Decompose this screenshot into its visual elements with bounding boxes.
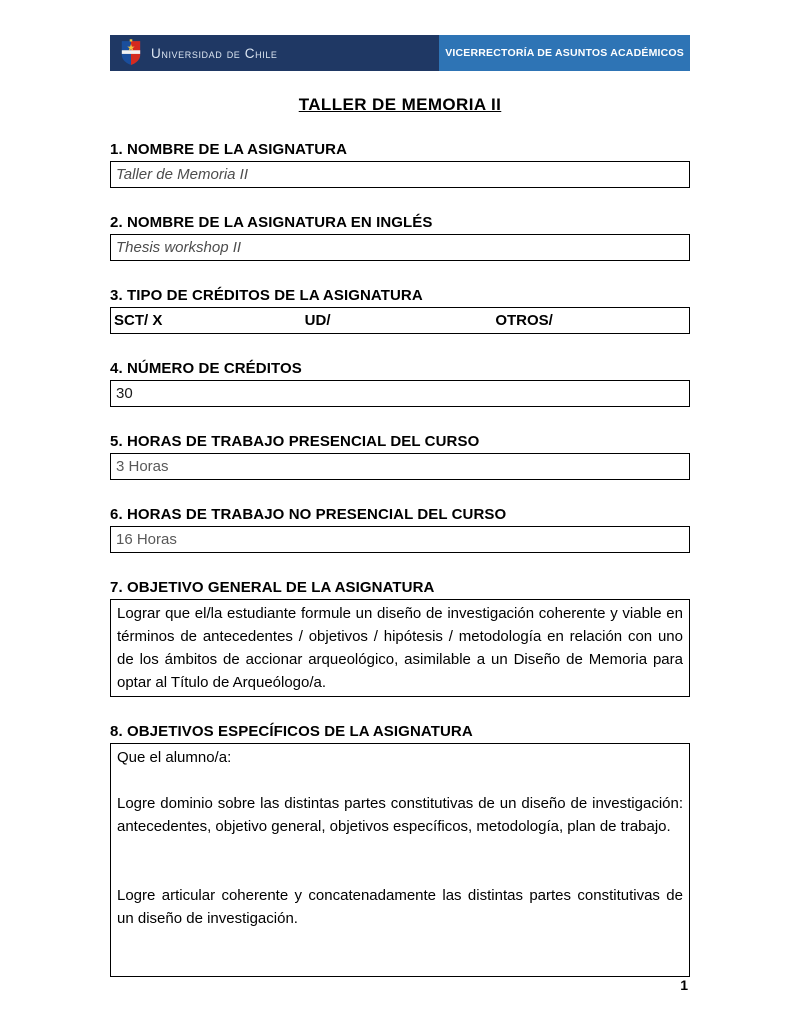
- section-1: [110, 141, 690, 188]
- credit-type-otros: OTROS/: [495, 312, 553, 329]
- section-8: [110, 723, 690, 977]
- specific-objectives-paragraph: Logre articular coherente y concatenadamente las distintas partes constitutivas de un diseño de investigación.: [117, 887, 683, 927]
- header-banner-block: [439, 35, 690, 71]
- section-8-heading: 8. OBJETIVOS ESPECÍFICOS DE LA ASIGNATURA: [110, 723, 473, 740]
- section-4: [110, 360, 690, 407]
- presential-hours-value: 3 Horas: [116, 458, 169, 475]
- section-4-value-box: [110, 380, 690, 407]
- section-7-heading: 7. OBJETIVO GENERAL DE LA ASIGNATURA: [110, 579, 435, 596]
- section-3: [110, 287, 690, 334]
- section-4-heading: 4. NÚMERO DE CRÉDITOS: [110, 360, 302, 377]
- section-6: [110, 506, 690, 553]
- section-1-value-box: [110, 161, 690, 188]
- banner-text: VICERRECTORÍA DE ASUNTOS ACADÉMICOS: [445, 47, 684, 59]
- general-objective-box: [110, 599, 690, 697]
- document-title: TALLER DE MEMORIA II: [298, 95, 502, 114]
- section-2-value-box: [110, 234, 690, 261]
- header-bar: [110, 35, 690, 71]
- section-2: [110, 214, 690, 261]
- course-name-english-value: Thesis workshop II: [116, 239, 242, 256]
- university-name: Universidad de Chile: [151, 45, 278, 61]
- non-presential-hours-value: 16 Horas: [116, 531, 177, 548]
- section-5-heading: 5. HORAS DE TRABAJO PRESENCIAL DEL CURSO: [110, 433, 480, 450]
- section-5-value-box: [110, 453, 690, 480]
- section-3-credits-row: [110, 307, 690, 334]
- section-3-heading: 3. TIPO DE CRÉDITOS DE LA ASIGNATURA: [110, 287, 423, 304]
- university-crest-icon: [120, 39, 142, 67]
- specific-objectives-paragraph: Que el alumno/a:: [117, 749, 232, 766]
- specific-objectives-box: [110, 743, 690, 977]
- page-number: 1: [680, 977, 688, 993]
- page-content: [110, 35, 690, 977]
- header-university-block: [110, 35, 439, 71]
- section-6-value-box: [110, 526, 690, 553]
- course-name-value: Taller de Memoria II: [116, 166, 248, 183]
- specific-objectives-paragraph: Logre dominio sobre las distintas partes constitutivas de un diseño de investigación: antecedentes, objetivo general, objetivos específicos, metodología, plan de trabajo.: [117, 795, 683, 835]
- section-6-heading: 6. HORAS DE TRABAJO NO PRESENCIAL DEL CURSO: [110, 506, 507, 523]
- credit-type-ud: UD/: [304, 312, 331, 329]
- credit-type-sct: SCT/ X: [114, 312, 163, 329]
- section-5: [110, 433, 690, 480]
- credits-number-value: 30: [116, 385, 133, 402]
- section-1-heading: 1. NOMBRE DE LA ASIGNATURA: [110, 141, 348, 158]
- section-2-heading: 2. NOMBRE DE LA ASIGNATURA EN INGLÉS: [110, 214, 433, 231]
- general-objective-text: Lograr que el/la estudiante formule un diseño de investigación coherente y viable en términos de antecedentes / objetivos / hipótesis / metodología en relación con uno de los ámbitos de accionar arqueológico, asimilable a un Diseño de Memoria para optar al Título de Arqueólogo/a.: [117, 605, 683, 691]
- section-7: [110, 579, 690, 697]
